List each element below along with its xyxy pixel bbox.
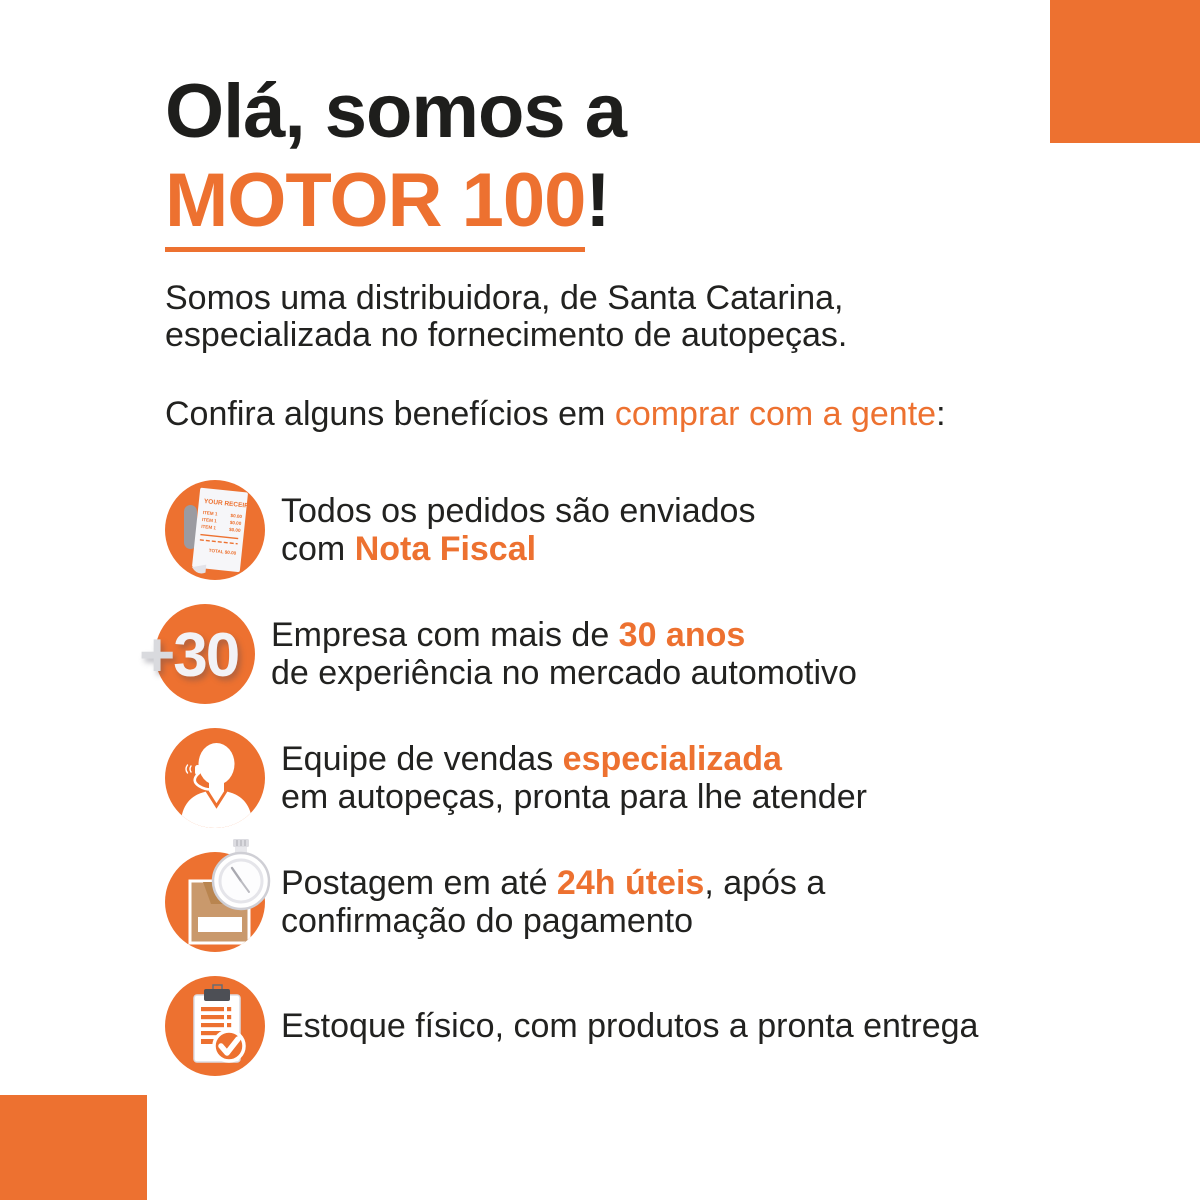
lead-highlight: comprar com a gente bbox=[614, 394, 937, 433]
svg-text:TOTAL $0.00: TOTAL $0.00 bbox=[208, 547, 237, 556]
package-stopwatch-icon bbox=[165, 852, 265, 952]
benefits-lead bbox=[165, 396, 1105, 433]
benefit-row-estoque bbox=[165, 976, 1105, 1076]
clipboard-check-icon bbox=[165, 976, 265, 1076]
brand-name: MOTOR 100 bbox=[165, 163, 585, 252]
benefit-text: Estoque físico, com produtos a pronta entrega bbox=[281, 1006, 979, 1045]
benefits-list bbox=[139, 480, 1105, 1076]
lead-text: Confira alguns benefícios em bbox=[165, 394, 615, 433]
svg-text:$0.00: $0.00 bbox=[228, 526, 241, 533]
svg-text:$0.00: $0.00 bbox=[230, 512, 243, 519]
page-title-brand-line bbox=[165, 157, 1105, 252]
lead-suffix: : bbox=[936, 394, 946, 433]
intro-paragraph bbox=[165, 280, 1105, 354]
receipt-icon bbox=[165, 480, 265, 580]
flyer-content bbox=[139, 69, 1105, 1076]
svg-text:YOUR RECEIPT: YOUR RECEIPT bbox=[203, 497, 253, 510]
benefit-text: Postagem em até 24h úteis, após a confirmação do pagamento bbox=[281, 863, 826, 940]
stopwatch-icon bbox=[211, 838, 275, 916]
svg-text:ITEM 1: ITEM 1 bbox=[201, 516, 217, 524]
svg-text:ITEM 1: ITEM 1 bbox=[201, 523, 217, 530]
plus-30-badge: +30 bbox=[155, 604, 255, 704]
svg-text:ITEM 1: ITEM 1 bbox=[202, 509, 218, 517]
page-title-greeting: Olá, somos a bbox=[165, 69, 627, 154]
benefit-row-postagem bbox=[165, 852, 1105, 952]
benefit-text: Todos os pedidos são enviados com Nota Fiscal bbox=[281, 491, 756, 568]
benefit-text: Equipe de vendas especializada em autopeças, pronta para lhe atender bbox=[281, 739, 867, 816]
brand-exclamation: ! bbox=[585, 157, 610, 243]
support-agent-icon bbox=[165, 728, 265, 828]
decor-square-bottom-left bbox=[0, 1095, 147, 1200]
intro-line-2: especializada no fornecimento de autopeças. bbox=[165, 315, 848, 354]
intro-line-1: Somos uma distribuidora, de Santa Catarina, bbox=[165, 278, 844, 317]
svg-text:$0.00: $0.00 bbox=[229, 519, 242, 526]
benefit-row-30-anos bbox=[139, 604, 1105, 704]
benefit-text: Empresa com mais de 30 anos de experiência no mercado automotivo bbox=[271, 615, 857, 692]
benefit-row-nota-fiscal bbox=[165, 480, 1105, 580]
benefit-row-equipe bbox=[165, 728, 1105, 828]
